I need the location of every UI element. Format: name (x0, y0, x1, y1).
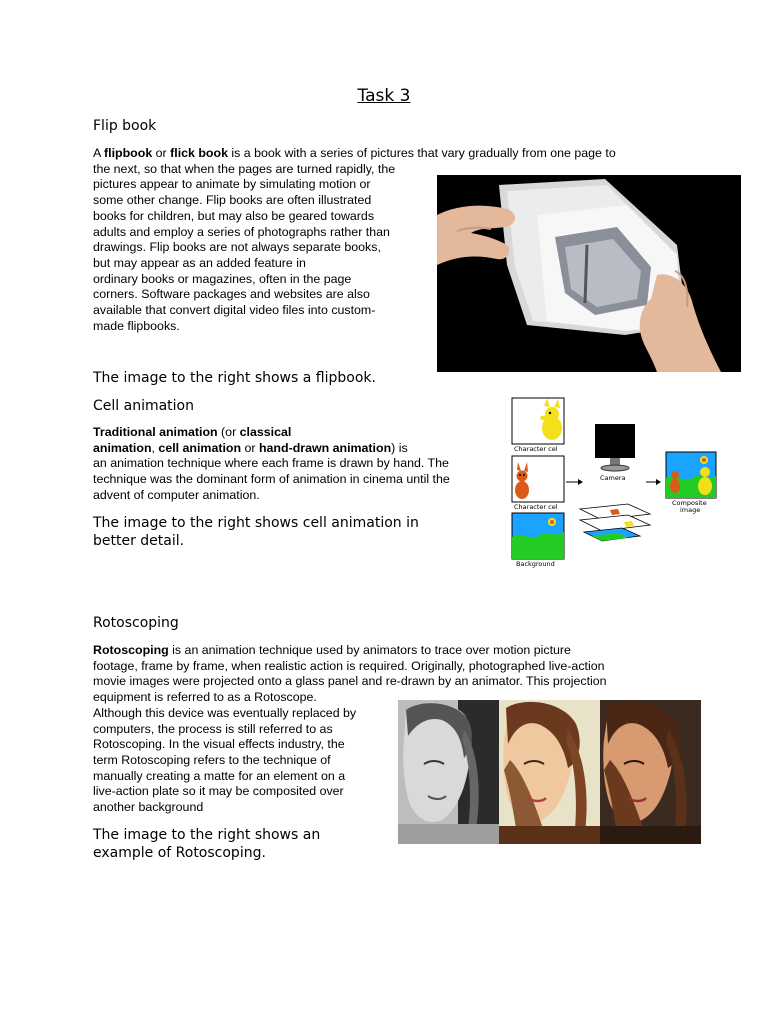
flipbook-line: pictures appear to animate by simulating motion or (93, 177, 371, 192)
flipbook-line: available that convert digital video files into custom- (93, 303, 376, 318)
cell-animation-paragraph (93, 425, 450, 504)
roto-first-line: Rotoscoping is an animation technique used by animators to trace over motion picture (93, 643, 571, 657)
roto-line: term Rotoscoping refers to the technique of (93, 752, 331, 767)
character-cel-1 (512, 398, 564, 444)
background-cel (512, 513, 564, 559)
flipbook-caption: The image to the right shows a flipbook. (93, 370, 376, 386)
roto-line: live-action plate so it may be composited over (93, 784, 344, 799)
flipbook-line: corners. Software packages and websites are also (93, 287, 370, 302)
roto-line: Although this device was eventually replaced by (93, 705, 357, 720)
flipbook-line: adults and employ a series of photographs rather than (93, 224, 390, 239)
flipbook-line: books for children, but may also be geared towards (93, 208, 375, 223)
roto-line: footage, frame by frame, when realistic action is required. Originally, photographed live-action (93, 658, 605, 673)
caption-line: The image to the right shows cell animation in (93, 515, 419, 531)
cell-second-line: animation, cell animation or hand-drawn animation) is (93, 440, 408, 455)
flipbook-photo (437, 175, 741, 372)
roto-line: equipment is referred to as a Rotoscope. (93, 690, 317, 705)
caption-line: example of Rotoscoping. (93, 845, 266, 861)
flipbook-line: the next, so that when the pages are turned rapidly, the (93, 161, 396, 176)
rotoscoping-image (398, 700, 701, 844)
stacked-layers (580, 504, 650, 541)
caption-line: better detail. (93, 533, 185, 549)
flipbook-line: some other change. Flip books are often illustrated (93, 193, 372, 208)
rotoscoping-caption (93, 826, 320, 862)
section-heading-flipbook: Flip book (93, 118, 157, 134)
composite-image (666, 452, 716, 498)
flipbook-first-line: A flipbook or flick book is a book with a series of pictures that vary gradually from one page to (93, 146, 616, 160)
cell-line: advent of computer animation. (93, 487, 260, 502)
label-composite-line-1: Composite (672, 499, 707, 507)
roto-line: computers, the process is still referred to as (93, 721, 333, 736)
label-background: Background (516, 560, 555, 568)
roto-line: another background (93, 800, 204, 815)
cell-animation-caption (93, 514, 419, 550)
roto-panel-photo (398, 700, 499, 844)
roto-line: Rotoscoping. In the visual effects industry, the (93, 737, 345, 752)
section-heading-cell-animation: Cell animation (93, 398, 194, 414)
camera (595, 424, 635, 471)
label-camera: Camera (600, 474, 626, 482)
cell-line: an animation technique where each frame is drawn by hand. The (93, 456, 449, 471)
roto-line: movie images were projected onto a glass panel and re-drawn by an animator. This projection (93, 674, 607, 689)
roto-panel-rendered (600, 700, 701, 844)
roto-line: manually creating a matte for an element on a (93, 768, 346, 783)
section-heading-rotoscoping: Rotoscoping (93, 615, 179, 631)
cell-animation-diagram (506, 396, 730, 570)
flipbook-line: but may appear as an added feature in (93, 255, 306, 270)
flipbook-line: drawings. Flip books are not always separate books, (93, 240, 381, 255)
label-composite-line-2: image (680, 506, 701, 514)
label-character-cel-2: Character cel (514, 503, 558, 511)
cell-first-line: Traditional animation (or classical (93, 425, 292, 439)
roto-panel-paint (499, 700, 600, 844)
flipbook-line: made flipbooks. (93, 318, 180, 333)
page-title: Task 3 (357, 86, 411, 106)
caption-line: The image to the right shows an (93, 827, 321, 843)
character-cel-2 (512, 456, 564, 502)
flipbook-line: ordinary books or magazines, often in the page (93, 271, 352, 286)
label-character-cel-1: Character cel (514, 445, 558, 453)
cell-line: technique was the dominant form of animation in cinema until the (93, 472, 450, 487)
